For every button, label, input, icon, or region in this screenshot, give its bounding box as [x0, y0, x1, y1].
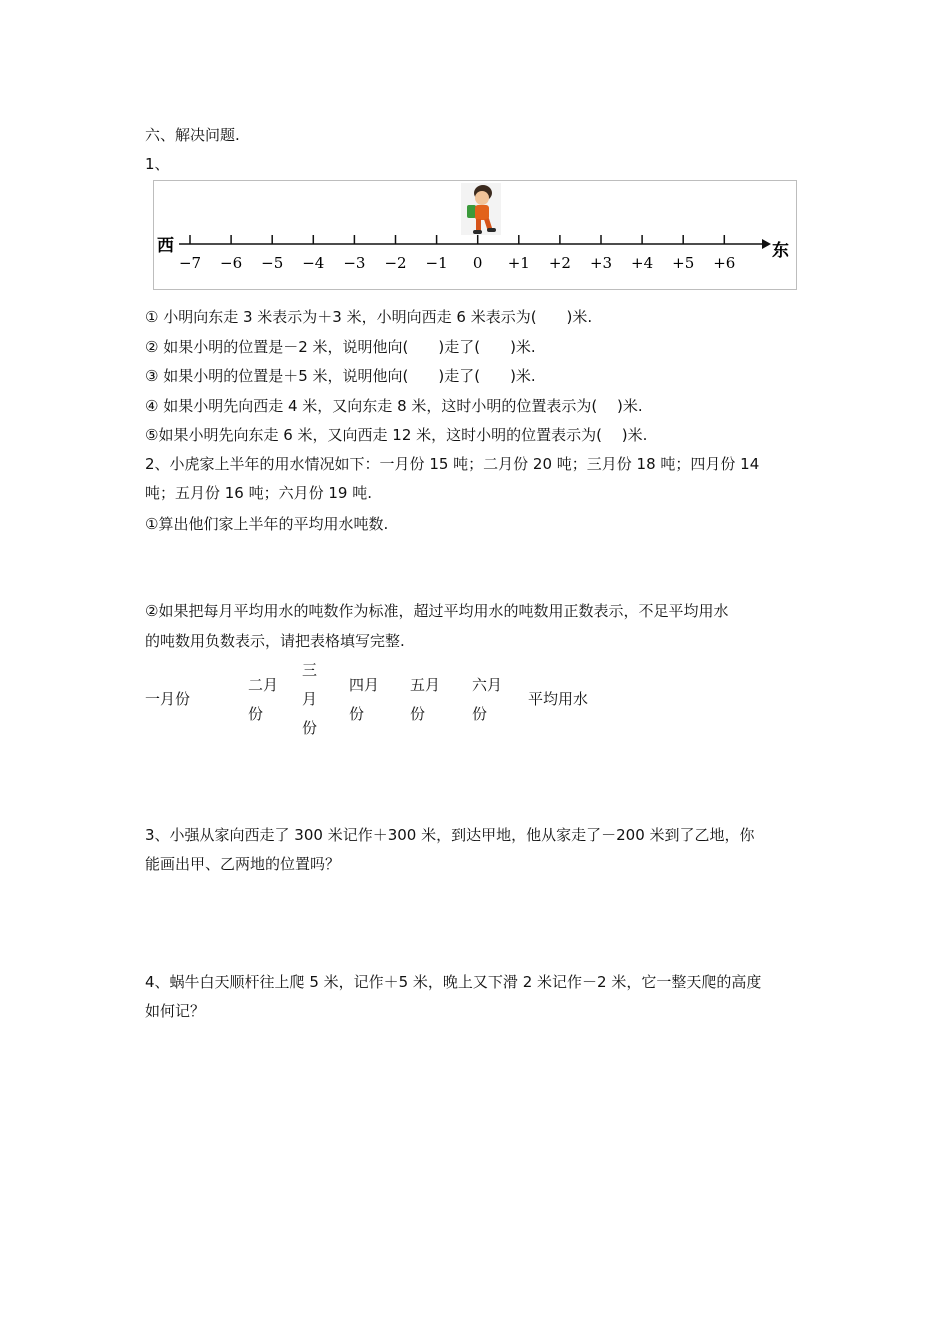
table-header-jan-text: 一月份 [145, 690, 191, 708]
table-header-apr [349, 671, 379, 729]
table-header-avg [528, 685, 588, 714]
table-header-mar-1: 三 [302, 661, 318, 679]
q3-line-2: 能画出甲、乙两地的位置吗？ [145, 855, 341, 873]
table-header-apr-2: 份 [349, 705, 365, 723]
table-header-feb-2: 份 [248, 705, 264, 723]
q4-line-2: 如何记？ [145, 1002, 206, 1020]
table-header-mar-2: 月 [302, 690, 318, 708]
tick-label: −5 [261, 254, 284, 272]
table-header-may-1: 五月 [410, 676, 441, 694]
q1-item-5: ⑤如果小明先向东走 6 米，又向西走 12 米，这时小明的位置表示为( )米. [145, 426, 648, 444]
table-header-jun-2: 份 [472, 705, 488, 723]
q2-sub-1: ①算出他们家上半年的平均用水吨数. [145, 515, 389, 533]
axis-arrow-icon [762, 239, 771, 249]
q1-item-2: ② 如果小明的位置是－2 米，说明他向( )走了( )米. [145, 338, 536, 356]
table-header-may [410, 671, 440, 729]
table-header-feb [248, 671, 278, 729]
tick-label: −7 [178, 254, 202, 272]
tick-label: +2 [548, 254, 571, 272]
q1-item-1: ① 小明向东走 3 米表示为＋3 米，小明向西走 6 米表示为( )米. [145, 308, 593, 326]
tick-label: +5 [672, 254, 695, 272]
number-line-svg [154, 181, 798, 291]
q2-sub-2-line-2: 的吨数用负数表示，请把表格填写完整. [145, 632, 405, 650]
number-line-figure [153, 180, 797, 290]
tick-label: +6 [713, 254, 736, 272]
boy-walking-icon [461, 183, 501, 235]
west-label: 西 [157, 236, 174, 256]
tick-label: −3 [343, 254, 366, 272]
table-header-apr-1: 四月 [349, 676, 380, 694]
table-header-feb-1: 二月 [248, 676, 279, 694]
q1-item-4: ④ 如果小明先向西走 4 米，又向东走 8 米，这时小明的位置表示为( )米. [145, 397, 643, 415]
table-header-jan [145, 685, 190, 714]
tick-label: −4 [302, 254, 325, 272]
table-header-avg-text: 平均用水 [528, 690, 589, 708]
tick-label: +3 [589, 254, 613, 272]
section-title: 六、解决问题. [145, 126, 240, 144]
east-label: 东 [772, 241, 789, 261]
q3-line-1: 3、小强从家向西走了 300 米记作＋300 米，到达甲地，他从家走了－200 米到了乙地，你 [145, 826, 755, 844]
q2-line-2: 吨；五月份 16 吨；六月份 19 吨. [145, 484, 373, 502]
table-header-mar [302, 656, 317, 743]
table-header-may-2: 份 [410, 705, 426, 723]
tick-label: +4 [631, 254, 654, 272]
q2-sub-2-line-1: ②如果把每月平均用水的吨数作为标准，超过平均用水的吨数用正数表示，不足平均用水 [145, 602, 729, 620]
q4-line-1: 4、蜗牛白天顺杆往上爬 5 米，记作＋5 米，晚上又下滑 2 米记作－2 米，它一整天爬的高度 [145, 973, 762, 991]
q2-line-1: 2、小虎家上半年的用水情况如下：一月份 15 吨；二月份 20 吨；三月份 18 吨；四月份 14 [145, 455, 760, 473]
tick-label: +1 [507, 254, 530, 272]
tick-label: −1 [425, 254, 448, 272]
table-header-mar-3: 份 [302, 719, 318, 737]
table-header-jun [472, 671, 502, 729]
question-1-label: 1、 [145, 155, 170, 173]
q1-item-3: ③ 如果小明的位置是＋5 米，说明他向( )走了( )米. [145, 367, 536, 385]
table-header-jun-1: 六月 [472, 676, 503, 694]
tick-label: −6 [220, 254, 243, 272]
tick-label: 0 [472, 254, 483, 272]
tick-label: −2 [384, 254, 407, 272]
